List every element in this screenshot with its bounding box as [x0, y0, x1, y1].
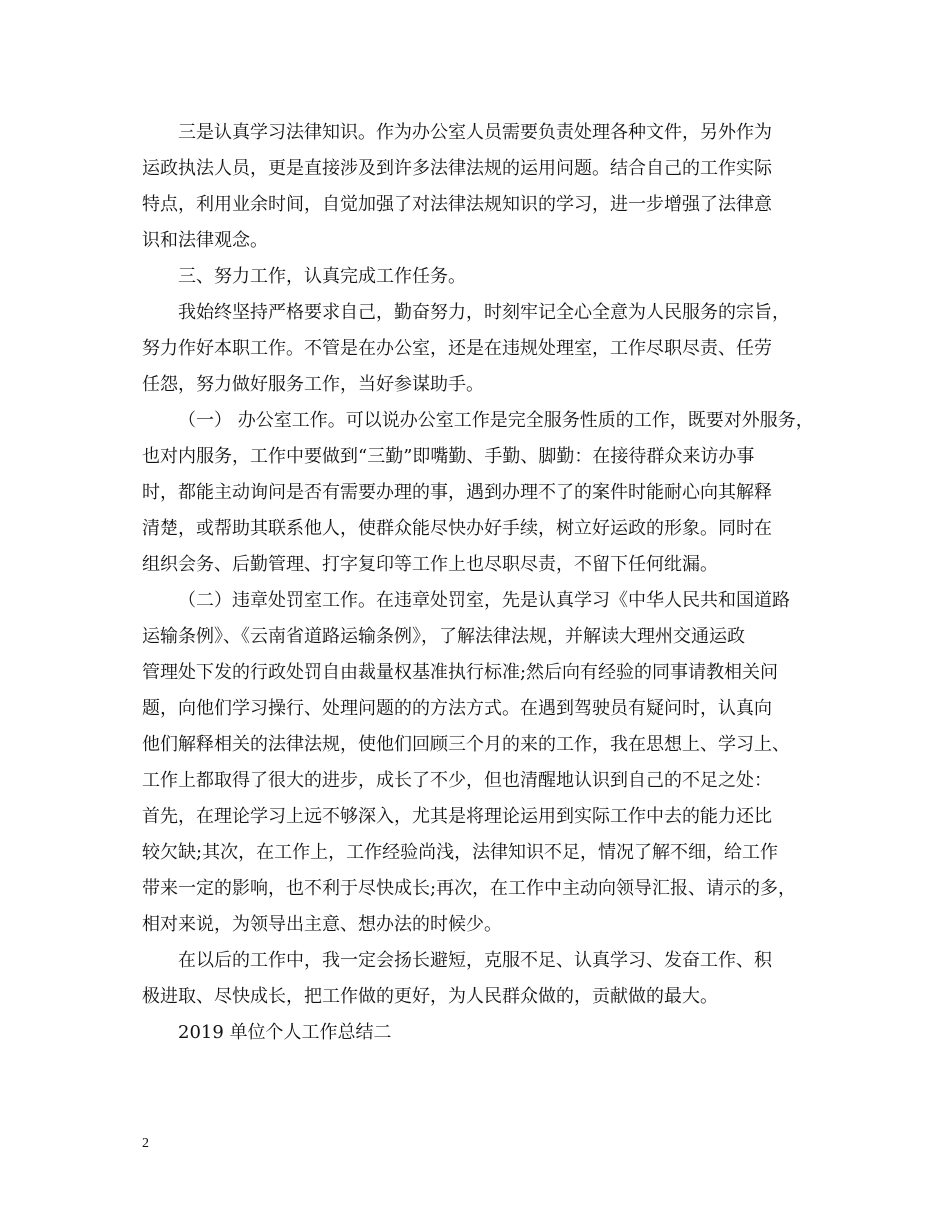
- page-number: 2: [142, 1136, 149, 1151]
- text-line: 极进取、尽快成长，把工作做的更好，为人民群众做的，贡献做的最大。: [142, 986, 718, 1007]
- text-line: 努力作好本职工作。不管是在办公室，还是在违规处理室，工作尽职尽责、任劳: [142, 338, 772, 359]
- text-line: 管理处下发的行政处罚自由裁量权基准执行标准;然后向有经验的同事请教相关问: [142, 662, 779, 683]
- text-line: 在以后的工作中，我一定会扬长避短，克服不足、认真学习、发奋工作、积: [178, 950, 772, 971]
- text-line: 首先，在理论学习上远不够深入，尤其是将理论运用到实际工作中去的能力还比: [142, 806, 772, 827]
- text-line: 相对来说，为领导出主意、想办法的时候少。: [142, 914, 502, 935]
- text-line: 三是认真学习法律知识。作为办公室人员需要负责处理各种文件，另外作为: [178, 122, 772, 143]
- section-heading: 三、努力工作，认真完成工作任务。: [178, 266, 466, 287]
- text-line: 识和法律观念。: [142, 230, 268, 251]
- text-line: 清楚，或帮助其联系他人，使群众能尽快办好手续，树立好运政的形象。同时在: [142, 518, 772, 539]
- document-body: [142, 115, 812, 1051]
- text-line: 工作上都取得了很大的进步，成长了不少，但也清醒地认识到自己的不足之处：: [142, 770, 772, 791]
- text-line: 时，都能主动询问是否有需要办理的事，遇到办理不了的案件时能耐心向其解释: [142, 482, 772, 503]
- text-line: 较欠缺;其次，在工作上，工作经验尚浅，法律知识不足，情况了解不细，给工作: [142, 842, 779, 863]
- text-line: 任怨，努力做好服务工作，当好参谋助手。: [142, 374, 484, 395]
- text-line: 他们解释相关的法律法规，使他们回顾三个月的来的工作，我在思想上、学习上、: [142, 734, 790, 755]
- text-line: 题，向他们学习操行、处理问题的的方法方式。在遇到驾驶员有疑问时，认真向: [142, 698, 772, 719]
- text-line: 组织会务、后勤管理、打字复印等工作上也尽职尽责，不留下任何纰漏。: [142, 554, 718, 575]
- section-title: 2019 单位个人工作总结二: [178, 1022, 392, 1043]
- text-line: 运政执法人员，更是直接涉及到许多法律法规的运用问题。结合自己的工作实际: [142, 158, 772, 179]
- text-line: （二）违章处罚室工作。在违章处罚室，先是认真学习《中华人民共和国道路: [178, 590, 790, 611]
- text-line: 运输条例》、《云南省道路运输条例》，了解法律法规，并解读大理州交通运政: [142, 626, 745, 647]
- text-line: 带来一定的影响，也不利于尽快成长;再次，在工作中主动向领导汇报、请示的多，: [142, 878, 797, 899]
- text-line: （一） 办公室工作。可以说办公室工作是完全服务性质的工作，既要对外服务，: [178, 410, 814, 431]
- text-line: 我始终坚持严格要求自己，勤奋努力，时刻牢记全心全意为人民服务的宗旨，: [178, 302, 790, 323]
- text-line: 也对内服务，工作中要做到“三勤”即嘴勤、手勤、脚勤：在接待群众来访办事: [142, 446, 755, 467]
- text-line: 特点，利用业余时间，自觉加强了对法律法规知识的学习，进一步增强了法律意: [142, 194, 772, 215]
